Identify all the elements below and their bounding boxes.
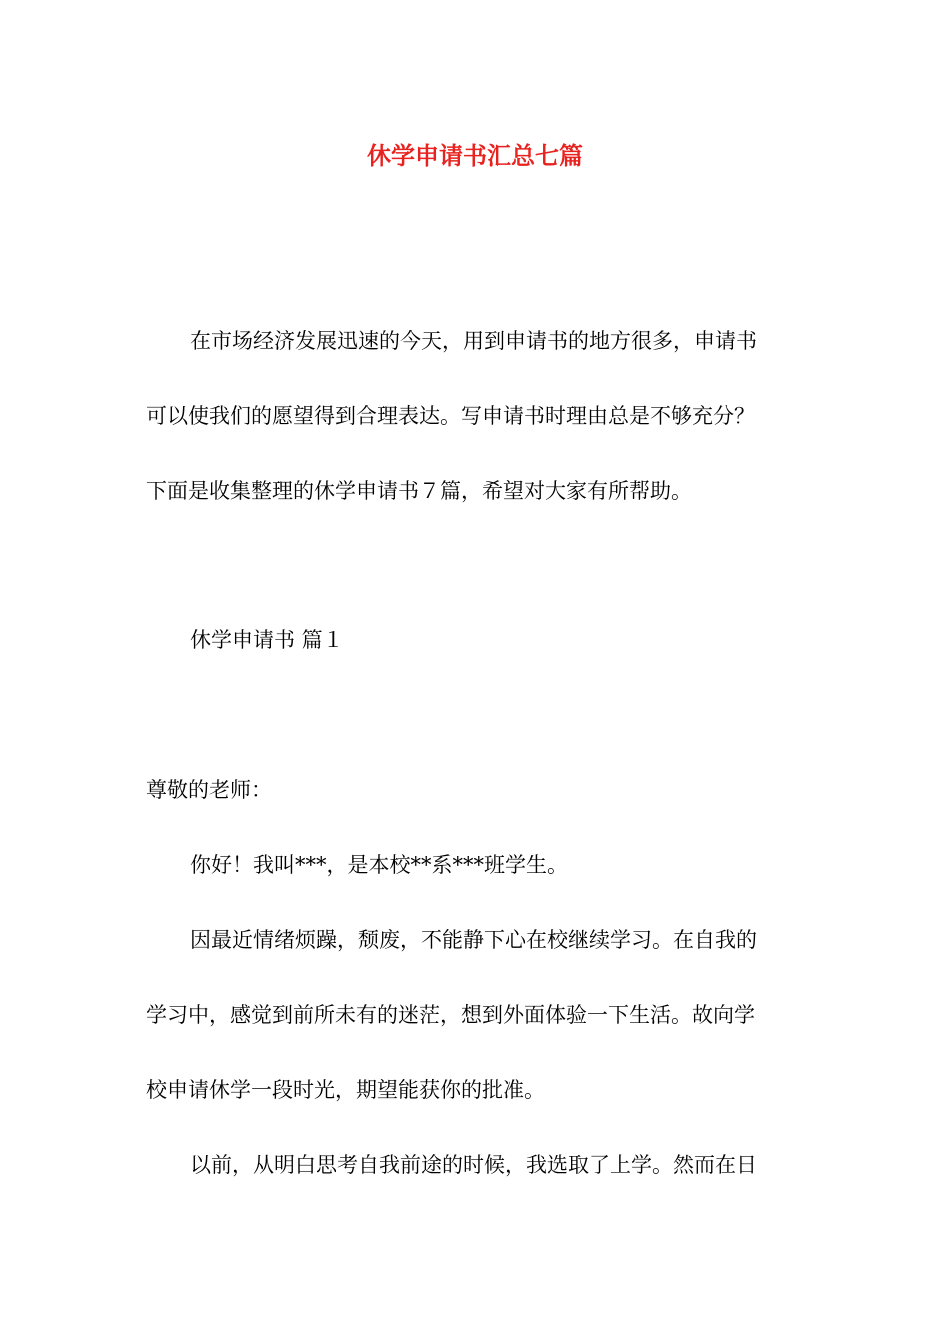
paragraph1-line-1: 因最近情绪烦躁，颓废，不能静下心在校继续学习。在自我的 [190,928,757,952]
intro-line-1: 在市场经济发展迅速的今天，用到申请书的地方很多，申请书 [190,329,757,353]
salutation: 尊敬的老师： [146,778,272,802]
greeting-line: 你好！我叫***，是本校**系***班学生。 [190,853,568,877]
intro-line-2: 可以使我们的愿望得到合理表达。写申请书时理由总是不够充分？ [146,404,755,428]
section-heading: 休学申请书 篇１ [190,628,344,652]
paragraph1-line-2: 学习中，感觉到前所未有的迷茫，想到外面体验一下生活。故向学 [146,1003,755,1027]
document-title: 休学申请书汇总七篇 [367,142,583,170]
paragraph1-line-3: 校申请休学一段时光，期望能获你的批准。 [146,1078,545,1102]
intro-line-3: 下面是收集整理的休学申请书７篇，希望对大家有所帮助。 [146,479,692,503]
paragraph2-line-1: 以前，从明白思考自我前途的时候，我选取了上学。然而在日 [190,1153,757,1177]
